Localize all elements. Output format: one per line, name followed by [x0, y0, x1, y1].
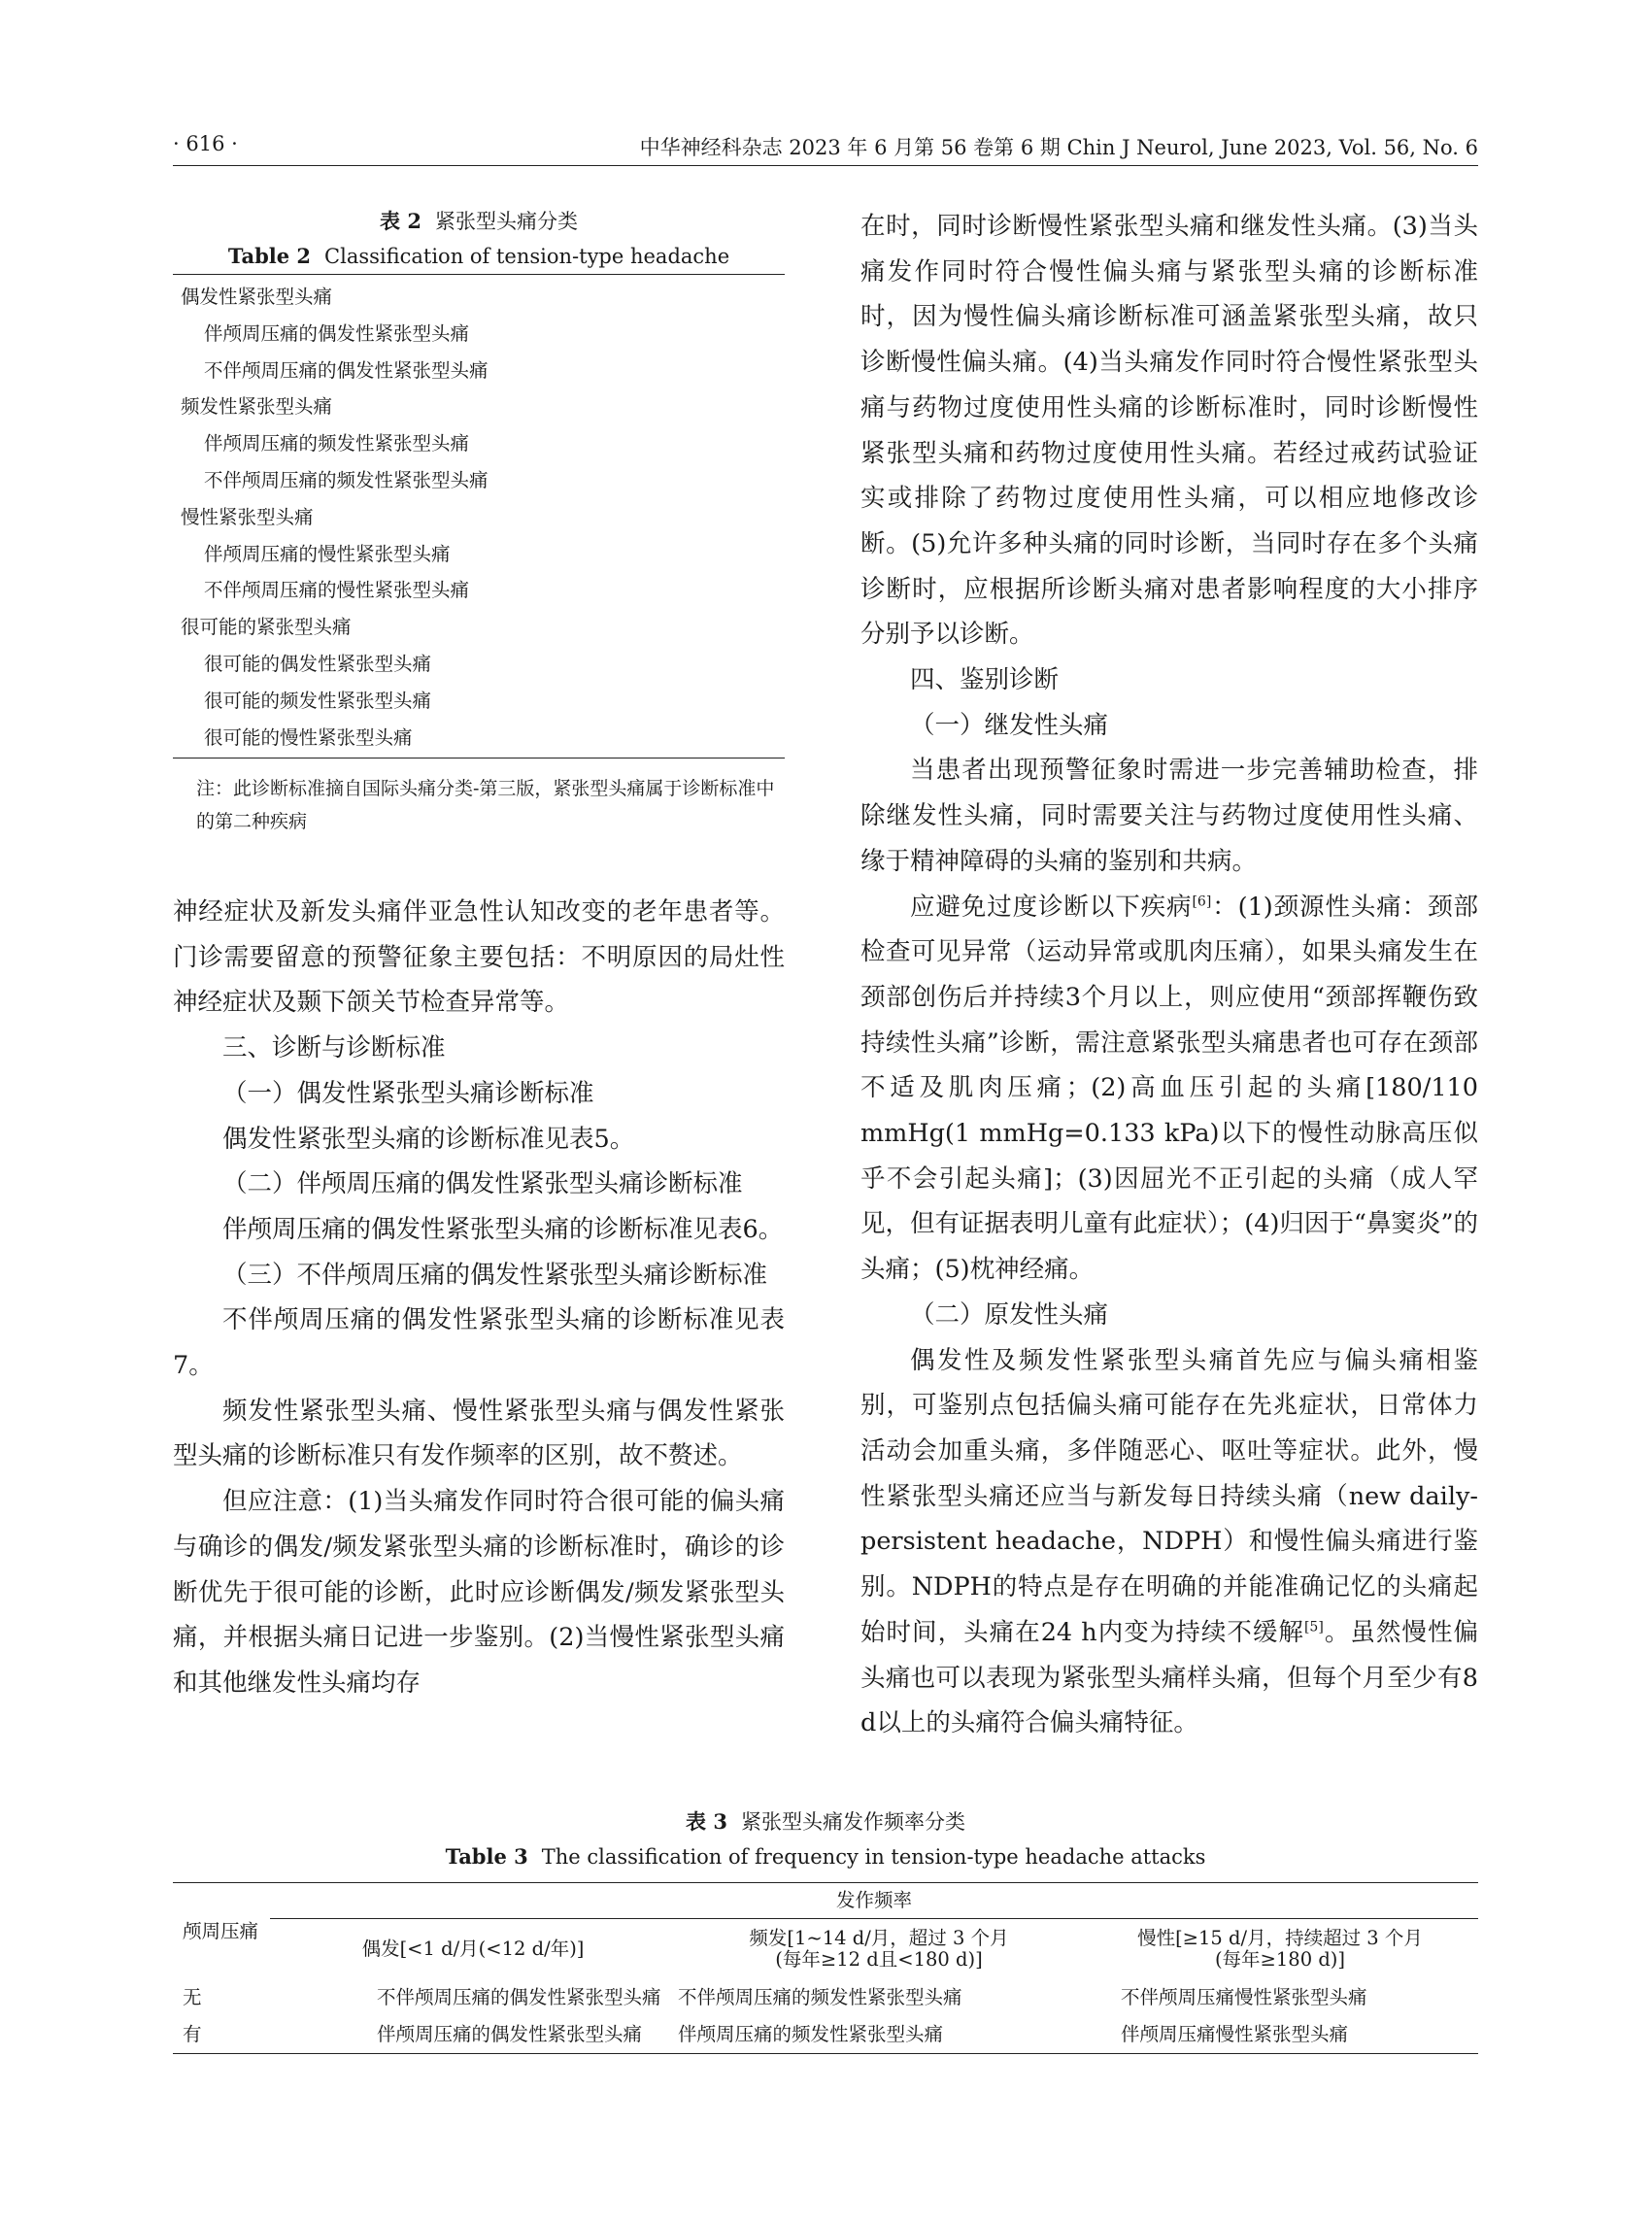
paragraph [860, 885, 1478, 1293]
table-2-label-cn: 表 2 [380, 209, 421, 233]
table-2-item: 伴颅周压痛的频发性紧张型头痛 [204, 432, 470, 455]
table-3-label-cn: 表 3 [686, 1809, 727, 1834]
paragraph-text: 应避免过度诊断以下疾病 [910, 892, 1193, 922]
paragraph: （二）伴颅周压痛的偶发性紧张型头痛诊断标准 [222, 1169, 743, 1199]
table-3-col-header-line: 频发[1~14 d/月，超过 3 个月 [749, 1927, 1009, 1949]
table-3-col-header-line: (每年≥12 d且<180 d)] [775, 1948, 983, 1971]
table-3-grid [173, 1882, 1478, 2054]
table-3-col-header-line: 慢性[≥15 d/月，持续超过 3 个月 [1137, 1927, 1423, 1949]
table-2-label-en: Table 2 [227, 244, 312, 268]
table-2-item: 伴颅周压痛的偶发性紧张型头痛 [204, 321, 470, 345]
table-3-col-header [676, 1919, 1082, 1980]
table-3-col-header [1082, 1919, 1478, 1980]
paragraph-text: 偶发性及频发性紧张型头痛首先应与偏头痛相鉴别，可鉴别点包括偏头痛可能存在先兆症状，日常体力活动会加重头痛，多伴随恶心、呕吐等症状。此外，慢性紧张型头痛还应当与新发每日持续头痛（new daily-persistent headache，NDPH）和慢性偏头痛进行鉴别。NDPH的特点是存在明确的并能准确记忆的头痛起始时间，头痛在24 h内变为持续不缓解 [860, 1345, 1478, 1647]
paragraph: 在时，同时诊断慢性紧张型头痛和继发性头痛。(3)当头痛发作同时符合慢性偏头痛与紧张型头痛的诊断标准时，因为慢性偏头痛诊断标准可涵盖紧张型头痛，故只诊断慢性偏头痛。(4)当头痛发作同时符合慢性紧张型头痛与药物过度使用性头痛的诊断标准时，同时诊断慢性紧张型头痛和药物过度使用性头痛。若经过戒药试验证实或排除了药物过度使用性头痛，可以相应地修改诊断。(5)允许多种头痛的同时诊断，当同时存在多个头痛诊断时，应根据所诊断头痛对患者影响程度的大小排序分别予以诊断。 [860, 212, 1478, 650]
paragraph-text: 。虽然慢性偏头痛也可以表现为紧张型头痛样头痛，但每个月至少有8 d以上的头痛符合偏头痛特征。 [860, 1617, 1478, 1738]
table-2-item: 慢性紧张型头痛 [181, 505, 314, 528]
table-3-caption-en [173, 1839, 1478, 1874]
table-3-row-header: 颅周压痛 [183, 1919, 259, 1942]
paragraph: （一）继发性头痛 [910, 710, 1109, 740]
table-2-item: 很可能的频发性紧张型头痛 [204, 689, 432, 712]
table-3-cell: 不伴颅周压痛的频发性紧张型头痛 [678, 1986, 962, 2008]
table-2-item: 偶发性紧张型头痛 [181, 286, 333, 308]
table-3-title-en: The classification of frequency in tension-type headache attacks [541, 1845, 1206, 1869]
table-3-row-label: 无 [183, 1986, 202, 2008]
paragraph: （一）偶发性紧张型头痛诊断标准 [222, 1078, 594, 1108]
table-2-item: 很可能的偶发性紧张型头痛 [204, 652, 432, 675]
table-3-col-header-line: 偶发[<1 d/月(<12 d/年)] [361, 1938, 585, 1960]
table-3-cell: 伴颅周压痛的频发性紧张型头痛 [678, 2023, 944, 2045]
paragraph-text: ：(1)颈源性头痛：颈部检查可见异常（运动异常或肌肉压痛），如果头痛发生在颈部创伤后并持续3个月以上，则应使用“颈部挥鞭伤致持续性头痛”诊断，需注意紧张型头痛患者也可存在颈部不适及肌肉压痛；(2)高血压引起的头痛[180/110 mmHg(1 mmHg=0.133 kPa)以下的慢性动脉高压似乎不会引起头痛]；(3)因屈光不正引起的头痛（成人罕见，但有证据表明儿童有此症状）；(4)归因于“鼻窦炎”的头痛；(5)枕神经痛。 [860, 892, 1478, 1285]
paragraph: （三）不伴颅周压痛的偶发性紧张型头痛诊断标准 [222, 1260, 768, 1290]
table-2-list [173, 275, 785, 758]
table-2-item: 不伴颅周压痛的偶发性紧张型头痛 [204, 358, 489, 382]
paragraph: 伴颅周压痛的偶发性紧张型头痛的诊断标准见表6。 [222, 1214, 784, 1244]
table-3-row-label: 有 [183, 2023, 202, 2045]
paragraph: 三、诊断与诊断标准 [222, 1033, 446, 1063]
citation-ref: [6] [1192, 893, 1212, 910]
paragraph [860, 1338, 1478, 1746]
paragraph: 偶发性紧张型头痛的诊断标准见表5。 [222, 1124, 635, 1154]
paragraph: 神经症状及新发头痛伴亚急性认知改变的老年患者等。门诊需要留意的预警征象主要包括：不明原因的局灶性神经症状及颞下颌关节检查异常等。 [173, 897, 785, 1018]
table-3-cell: 伴颅周压痛的偶发性紧张型头痛 [377, 2023, 643, 2045]
running-header [173, 132, 1478, 166]
table-2-item: 很可能的慢性紧张型头痛 [204, 725, 413, 749]
table-2-caption-en [173, 239, 785, 274]
page-number: · 616 · [173, 132, 238, 155]
table-3-cell: 不伴颅周压痛的偶发性紧张型头痛 [377, 1986, 661, 2008]
table-3-cell: 伴颅周压痛慢性紧张型头痛 [1121, 2023, 1349, 2045]
table-3-col-header [270, 1919, 676, 1980]
paragraph: 当患者出现预警征象时需进一步完善辅助检查，排除继发性头痛，同时需要关注与药物过度使用性头痛、缘于精神障碍的头痛的鉴别和共病。 [860, 756, 1478, 876]
table-2-item: 不伴颅周压痛的频发性紧张型头痛 [204, 468, 489, 491]
paragraph: 频发性紧张型头痛、慢性紧张型头痛与偶发性紧张型头痛的诊断标准只有发作频率的区别，故不赘述。 [173, 1396, 785, 1471]
citation-ref: [5] [1303, 1619, 1324, 1635]
table-2-item: 频发性紧张型头痛 [181, 395, 333, 419]
table-2-bottom-rule [173, 758, 785, 759]
paragraph: 但应注意：(1)当头痛发作同时符合很可能的偏头痛与确诊的偶发/频发紧张型头痛的诊断标准时，确诊的诊断优先于很可能的诊断，此时应诊断偶发/频发紧张型头痛，并根据头痛日记进一步鉴别。(2)当慢性紧张型头痛和其他继发性头痛均存 [173, 1487, 785, 1698]
table-2 [173, 204, 785, 838]
paragraph: （二）原发性头痛 [910, 1299, 1109, 1330]
table-2-item: 伴颅周压痛的慢性紧张型头痛 [204, 542, 451, 565]
body-left-column [173, 890, 785, 1706]
table-3-label-en: Table 3 [445, 1844, 528, 1869]
table-2-item: 不伴颅周压痛的慢性紧张型头痛 [204, 579, 470, 602]
table-2-note: 注：此诊断标准摘自国际头痛分类-第三版，紧张型头痛属于诊断标准中的第二种疾病 [196, 778, 775, 833]
paragraph: 四、鉴别诊断 [910, 665, 1060, 695]
table-row [173, 2016, 1478, 2054]
table-3-col-header-line: (每年≥180 d)] [1214, 1948, 1346, 1971]
table-2-item: 很可能的紧张型头痛 [181, 616, 352, 639]
paragraph: 不伴颅周压痛的偶发性紧张型头痛的诊断标准见表7。 [173, 1305, 785, 1381]
table-3-group-header: 发作频率 [270, 1883, 1478, 1919]
table-2-title-en: Classification of tension-type headache [324, 245, 730, 268]
table-3-caption-cn [173, 1804, 1478, 1839]
table-3-title-cn: 紧张型头痛发作频率分类 [740, 1810, 965, 1834]
table-2-caption-cn [173, 204, 785, 239]
table-3 [173, 1804, 1478, 2054]
table-3-cell: 不伴颅周压痛慢性紧张型头痛 [1121, 1986, 1367, 2008]
table-row [173, 1979, 1478, 2016]
body-right-column [860, 204, 1478, 1746]
journal-citation: 中华神经科杂志 2023 年 6 月第 56 卷第 6 期 Chin J Neurol, June 2023, Vol. 56, No. 6 [639, 136, 1478, 159]
table-2-title-cn: 紧张型头痛分类 [434, 210, 578, 233]
